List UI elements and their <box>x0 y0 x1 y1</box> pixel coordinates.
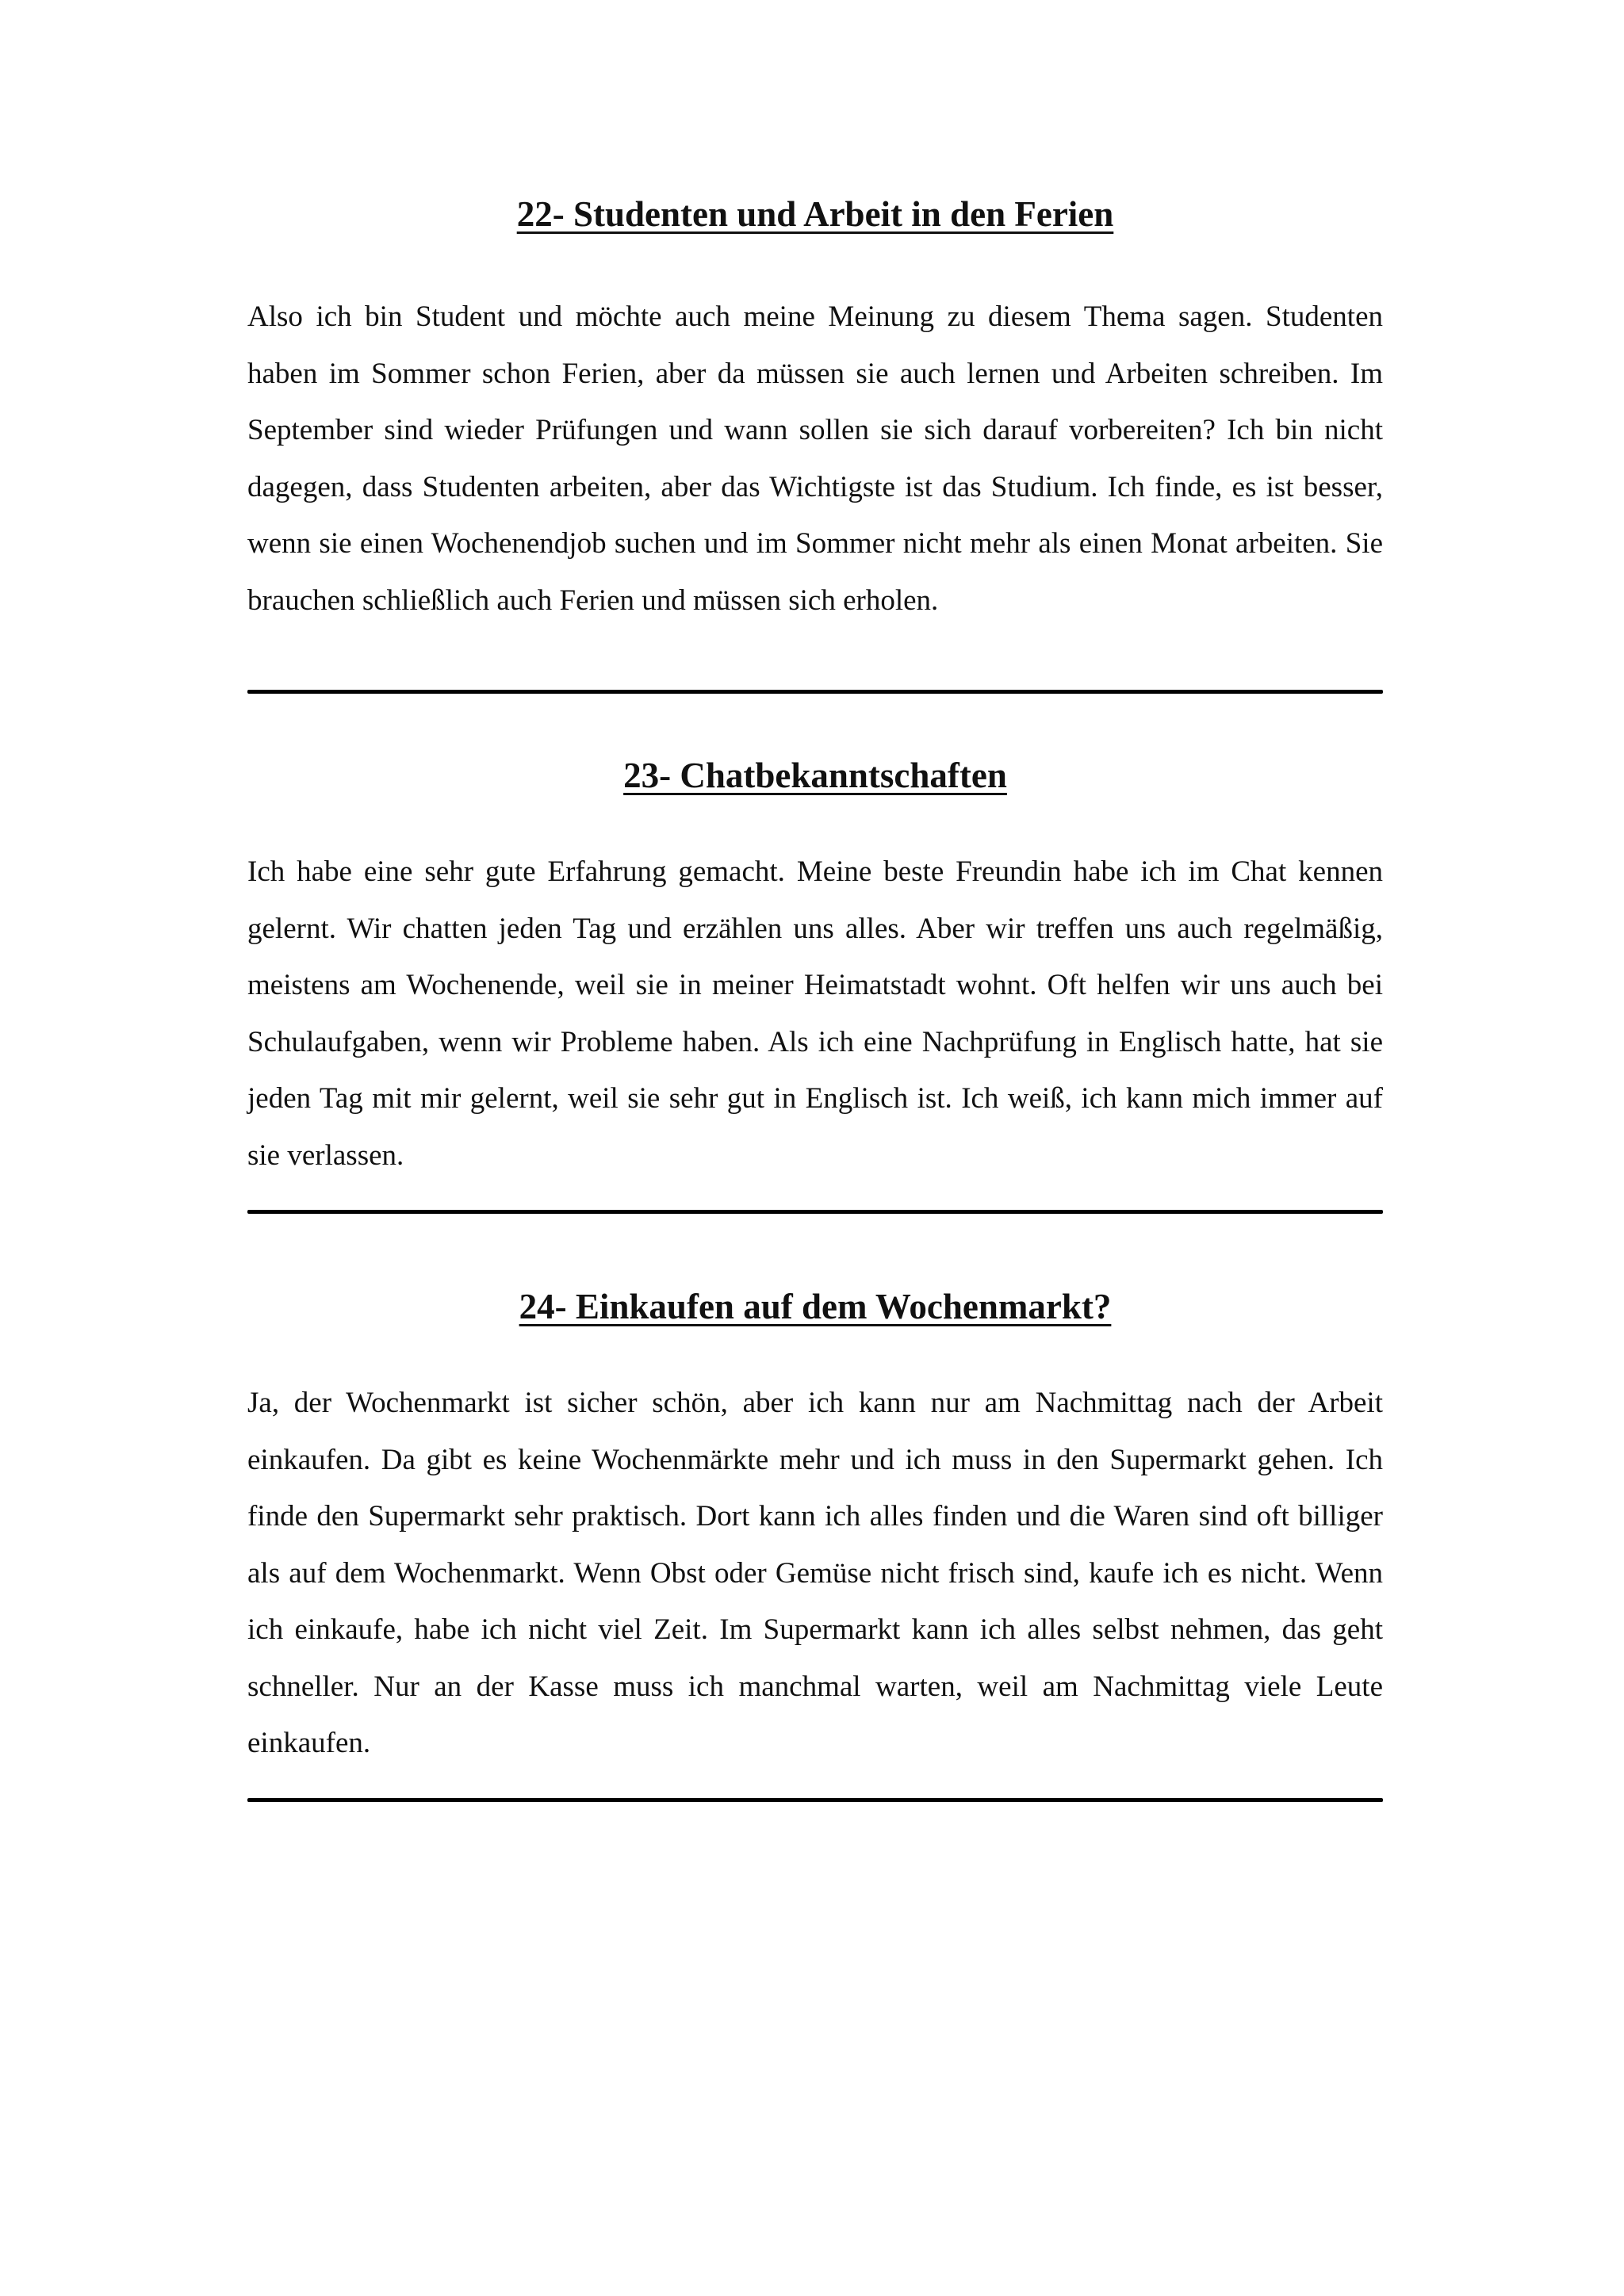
section-title: 22- Studenten und Arbeit in den Ferien <box>516 194 1114 234</box>
section-text: Ja, der Wochenmarkt ist sicher schön, aber ich kann nur am Nachmittag nach der Arbeit einkaufen. Da gibt es keine Wochenmärkte mehr und ich muss in den Supermarkt gehen. Ich finde den Supermarkt sehr praktisch. Dort kann ich alles finden und die Waren sind oft billiger als auf dem Wochenmarkt. Wenn Obst oder Gemüse nicht frisch sind, kaufe ich es nicht. Wenn ich einkaufe, habe ich nicht viel Zeit. Im Supermarkt kann ich alles selbst nehmen, das geht schneller. Nur an der Kasse muss ich manchmal warten, weil am Nachmittag viele Leute einkaufen. <box>247 1387 1383 1759</box>
section-text: Ich habe eine sehr gute Erfahrung gemacht. Meine beste Freundin habe ich im Chat kennen gelernt. Wir chatten jeden Tag und erzählen uns alles. Aber wir treffen uns auch regelmäßig, meistens am Wochenende, weil sie in meiner Heimatstadt wohnt. Oft helfen wir uns auch bei Schulaufgaben, wenn wir Probleme haben. Als ich eine Nachprüfung in Englisch hatte, hat sie jeden Tag mit mir gelernt, weil sie sehr gut in Englisch ist. Ich weiß, ich kann mich immer auf sie verlassen. <box>247 855 1383 1172</box>
section-divider <box>247 690 1383 694</box>
section-text: Also ich bin Student und möchte auch meine Meinung zu diesem Thema sagen. Studenten haben im Sommer schon Ferien, aber da müssen sie auch lernen und Arbeiten schreiben. Im September sind wieder Prüfungen und wann sollen sie sich darauf vorbereiten? Ich bin nicht dagegen, dass Studenten arbeiten, aber das Wichtigste ist das Studium. Ich finde, es ist besser, wenn sie einen Wochenendjob suchen und im Sommer nicht mehr als einen Monat arbeiten. Sie brauchen schließlich auch Ferien und müssen sich erholen. <box>247 300 1383 617</box>
section-divider <box>247 1210 1383 1214</box>
section-title: 23- Chatbekanntschaften <box>623 756 1007 795</box>
section-divider <box>247 1798 1383 1802</box>
section-title: 24- Einkaufen auf dem Wochenmarkt? <box>519 1287 1112 1326</box>
